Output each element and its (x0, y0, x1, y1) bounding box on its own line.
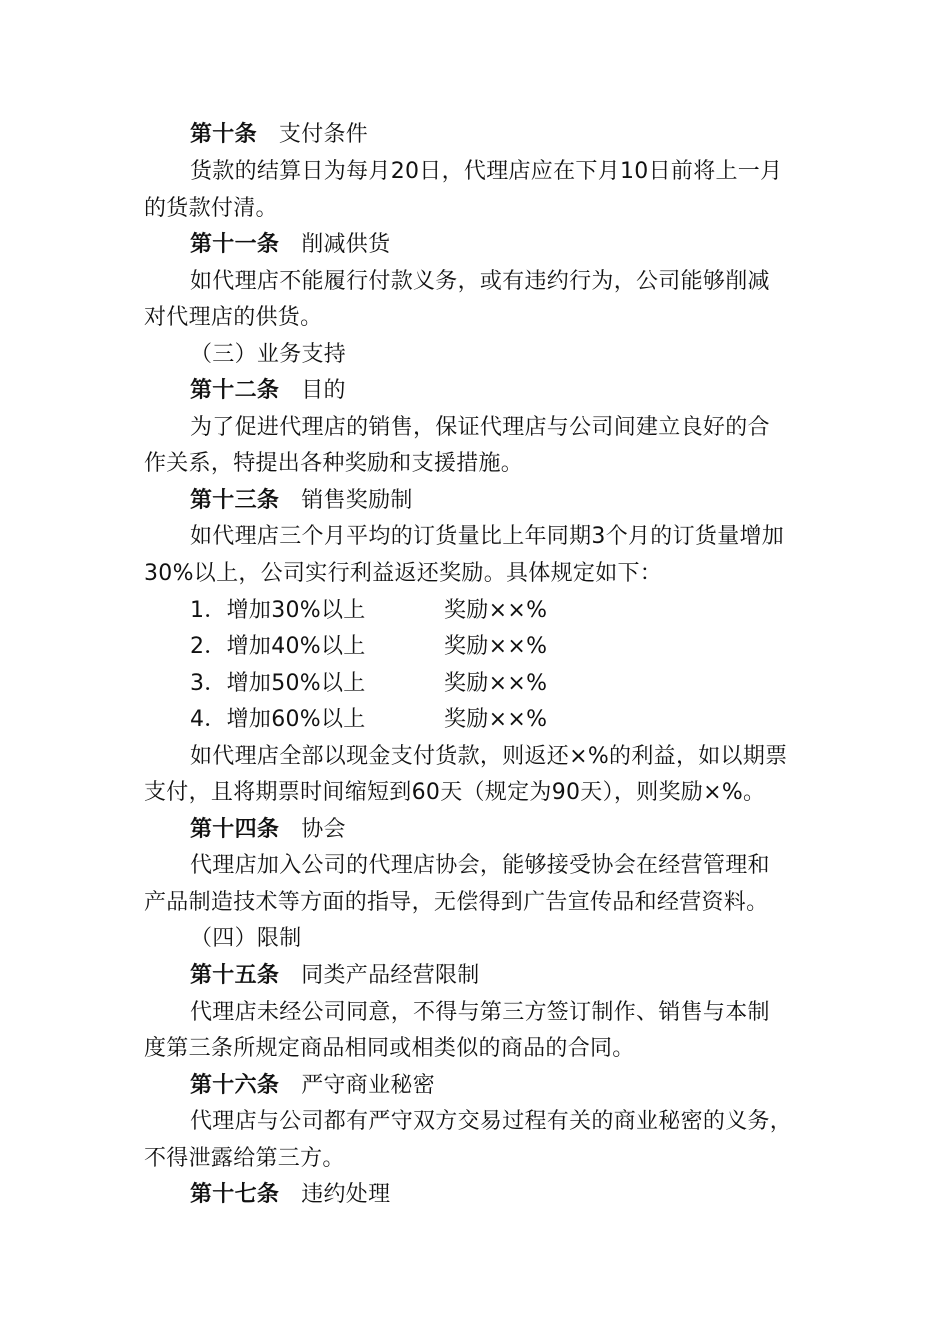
paragraph-line: 如代理店三个月平均的订货量比上年同期3个月的订货量增加 (190, 524, 785, 549)
paragraph-line: 作关系，特提出各种奖励和支援措施。 (144, 451, 524, 476)
list-item (190, 666, 870, 702)
article-number: 第十五条 (190, 963, 280, 988)
paragraph-line: 如代理店不能履行付款义务，或有违约行为，公司能够削减 (190, 269, 770, 294)
list-item-value: 奖励××% (444, 634, 548, 659)
paragraph-line: 对代理店的供货。 (144, 305, 323, 330)
article-number: 第十七条 (190, 1182, 280, 1207)
article-heading (190, 1068, 870, 1104)
article-number: 第十四条 (190, 817, 280, 842)
article-title: 协会 (301, 817, 346, 842)
article-number: 第十二条 (190, 378, 280, 403)
article-number: 第十三条 (190, 488, 280, 513)
list-item-value: 奖励××% (444, 707, 548, 732)
list-item-label: 1．增加30%以上 (190, 598, 366, 623)
paragraph-line: 如代理店全部以现金支付货款，则返还×%的利益，如以期票 (190, 744, 788, 769)
paragraph-line: 度第三条所规定商品相同或相类似的商品的合同。 (144, 1036, 635, 1061)
paragraph-line: 货款的结算日为每月20日，代理店应在下月10日前将上一月 (190, 159, 783, 184)
list-item-value: 奖励××% (444, 598, 548, 623)
article-number: 第十条 (190, 122, 257, 147)
article-title: 严守商业秘密 (301, 1073, 436, 1098)
article-heading (190, 117, 870, 153)
article-heading (190, 483, 870, 519)
list-item (190, 702, 870, 738)
paragraph-line: 为了促进代理店的销售，保证代理店与公司间建立良好的合 (190, 415, 770, 440)
paragraph-line: 代理店未经公司同意，不得与第三方签订制作、销售与本制 (190, 1000, 770, 1025)
article-title: 同类产品经营限制 (301, 963, 480, 988)
list-item-label: 4．增加60%以上 (190, 707, 366, 732)
list-item (190, 593, 870, 629)
article-title: 支付条件 (278, 122, 369, 147)
article-heading (190, 373, 870, 409)
paragraph-line: 代理店与公司都有严守双方交易过程有关的商业秘密的义务， (190, 1109, 793, 1134)
article-title: 违约处理 (301, 1182, 391, 1207)
list-item (190, 629, 870, 665)
paragraph-line: 30%以上，公司实行利益返还奖励。具体规定如下： (144, 561, 663, 586)
paragraph-line: 产品制造技术等方面的指导，无偿得到广告宣传品和经营资料。 (144, 890, 769, 915)
list-item-label: 3．增加50%以上 (190, 671, 366, 696)
article-number: 第十一条 (190, 232, 280, 257)
article-heading (190, 227, 870, 263)
section-heading: （三）业务支持 (190, 342, 347, 367)
paragraph-line: 不得泄露给第三方。 (144, 1146, 345, 1171)
article-heading (190, 812, 870, 848)
paragraph-line: 支付，且将期票时间缩短到60天（规定为90天），则奖励×%。 (144, 780, 766, 805)
list-item-value: 奖励××% (444, 671, 548, 696)
section-heading: （四）限制 (190, 926, 302, 951)
paragraph-line: 代理店加入公司的代理店协会，能够接受协会在经营管理和 (190, 853, 770, 878)
article-title: 目的 (301, 378, 346, 403)
list-item-label: 2．增加40%以上 (190, 634, 366, 659)
article-title: 销售奖励制 (301, 488, 413, 513)
article-title: 削减供货 (301, 232, 391, 257)
article-heading (190, 958, 870, 994)
article-number: 第十六条 (190, 1073, 280, 1098)
paragraph-line: 的货款付清。 (144, 196, 278, 221)
article-heading (190, 1177, 870, 1213)
